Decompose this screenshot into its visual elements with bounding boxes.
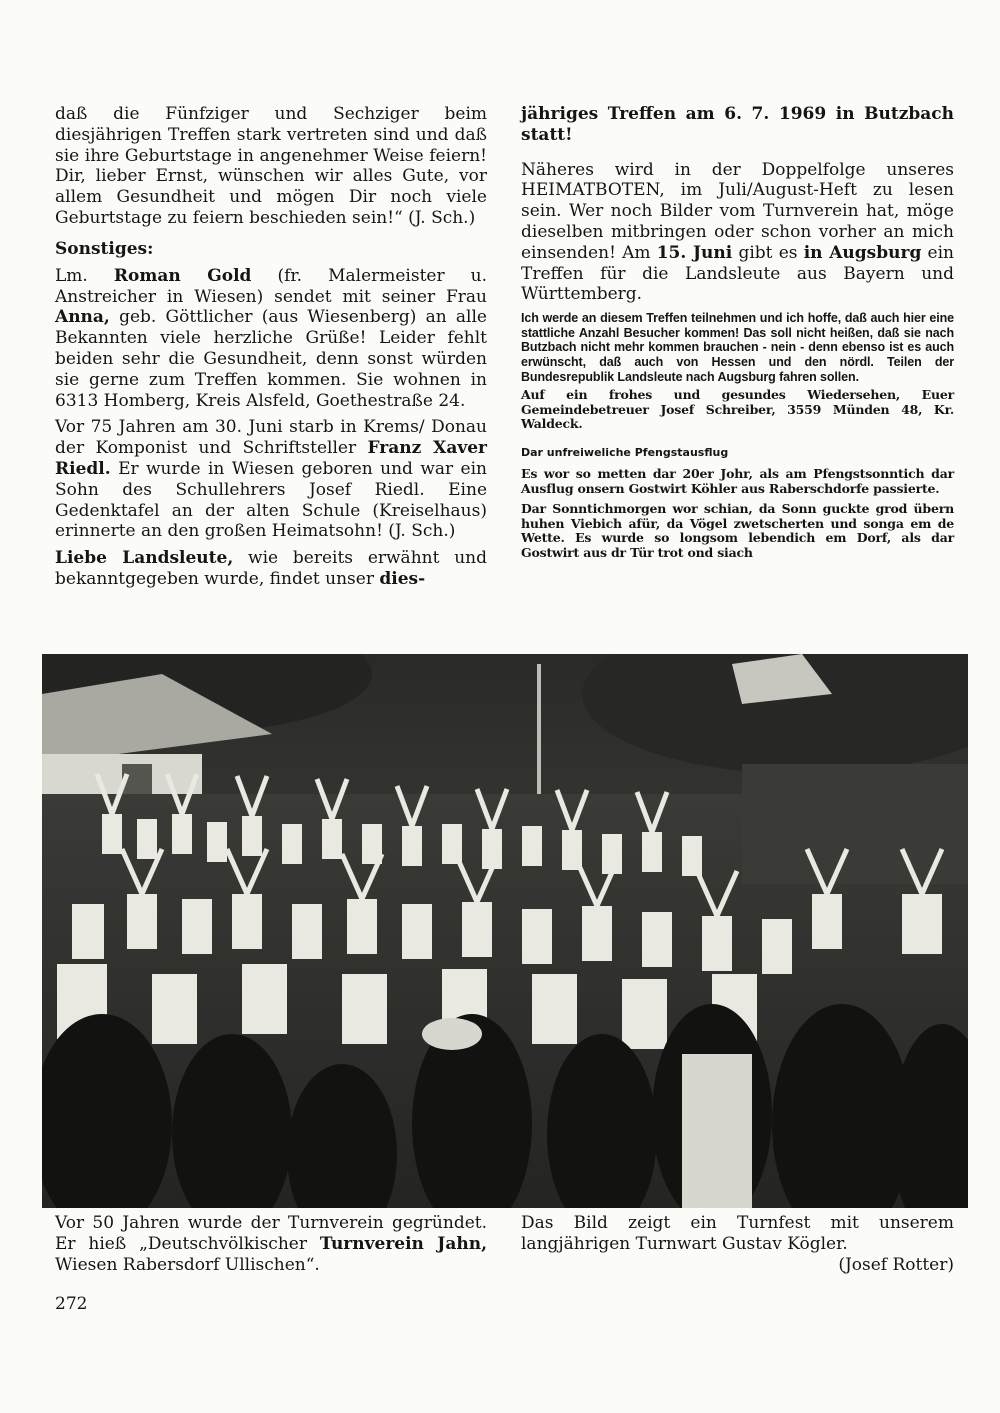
page-number: 272 xyxy=(55,1294,88,1314)
photo-credit: (Josef Rotter) xyxy=(838,1254,954,1275)
caption-left-text: Vor 50 Jahren wurde der Turnverein gegründet. Er hieß „Deutschvölkischer Turnverein Jahn, Wiesen Rabersdorf Ullischen“. xyxy=(55,1213,488,1275)
turnfest-photo xyxy=(42,654,968,1208)
left-paragraph-riedl: Vor 75 Jahren am 30. Juni starb in Krems/ Donau der Komponist und Schriftsteller Franz Xaver Riedl. Er wurde in Wiesen geboren und war ein Sohn des Schullehrers Josef Riedl. Eine Gedenktafel an der alten Schule (Kreiselhaus) erinnerte an den großen Heimatsohn! (J. Sch.) xyxy=(55,417,488,542)
dialect-paragraph-1: Es wor so metten dar 20er Johr, als am Pfengstsonntich dar Ausflug onsern Gostwirt Köhler aus Raberschdorfe passierte. xyxy=(521,465,954,496)
caption-right-text: Das Bild zeigt ein Turnfest mit unserem langjährigen Turnwart Gustav Kögler. xyxy=(521,1213,954,1254)
right-paragraph-wiedersehen: Auf ein frohes und gesundes Wiedersehen, Euer Gemeindebetreuer Josef Schreiber, 3559 Münden 48, Kr. Waldeck. xyxy=(521,387,954,432)
right-paragraph-treffen: jähriges Treffen am 6. 7. 1969 in Butzbach statt! xyxy=(521,104,954,145)
dialect-story-heading: Dar unfreiweliche Pfengstausflug xyxy=(521,445,729,459)
left-paragraph-landsleute: Liebe Landsleute, wie bereits erwähnt und bekanntgegeben wurde, findet unser dies- xyxy=(55,548,487,589)
right-paragraph-heimatboten: Näheres wird in der Doppelfolge unseres HEIMATBOTEN, im Juli/August-Heft zu lesen sein. Wer noch Bilder vom Turnverein hat, möge dieselben mitbringen oder schon vorher an mich einsenden! Am 15. Juni gibt es in Augsburg ein Treffen für die Landsleute aus Bayern und Württemberg. xyxy=(521,159,954,305)
left-paragraph-roman-gold: Lm. Roman Gold (fr. Malermeister u. Anstreicher in Wiesen) sendet mit seiner Frau Anna, geb. Göttlicher (aus Wiesenberg) an alle Bekannten viele herzliche Grüße! Leider fehlt beiden sehr die Gesundheit, denn sonst würden sie gerne zum Treffen kommen. Sie wohnen in 6313 Homberg, Kreis Alsfeld, Goethestraße 24. xyxy=(55,265,487,411)
caption-right xyxy=(521,1213,954,1281)
left-column xyxy=(55,104,487,596)
right-paragraph-augsburg: Ich werde an diesem Treffen teilnehmen und ich hoffe, daß auch hier eine stattliche Anzahl Besucher kommen! Das soll nicht heißen, daß sie nach Butzbach nicht mehr kommen brauchen - nein - denn ebenso ist es auch erwünscht, daß auch von Hessen und den nördl. Teilen der Bundesrepublik Landsleute nach Augsburg fahren sollen. xyxy=(521,311,954,384)
dialect-paragraph-2: Dar Sonntichmorgen wor schian, da Sonn guckte grod übern huhen Viebich afür, da Vögel zwetscherten und songa em de Wette. Es wurde so longsom lebendich em Dorf, als dar Gostwirt aus dr Tür trot ond siach xyxy=(521,501,954,560)
caption-left xyxy=(55,1213,487,1281)
left-paragraph-birthday: daß die Fünfziger und Sechziger beim diesjährigen Treffen stark vertreten sind und daß sie ihre Geburtstage in angenehmer Weise feiern! Dir, lieber Ernst, wünschen wir alles Gute, vor allem Gesundheit und mögen Dir noch viele Geburtstage zu feiern beschieden sein!“ (J. Sch.) xyxy=(55,104,487,228)
photo-illustration xyxy=(42,654,968,1208)
section-heading-sonstiges: Sonstiges: xyxy=(55,238,154,259)
right-column xyxy=(521,104,954,566)
